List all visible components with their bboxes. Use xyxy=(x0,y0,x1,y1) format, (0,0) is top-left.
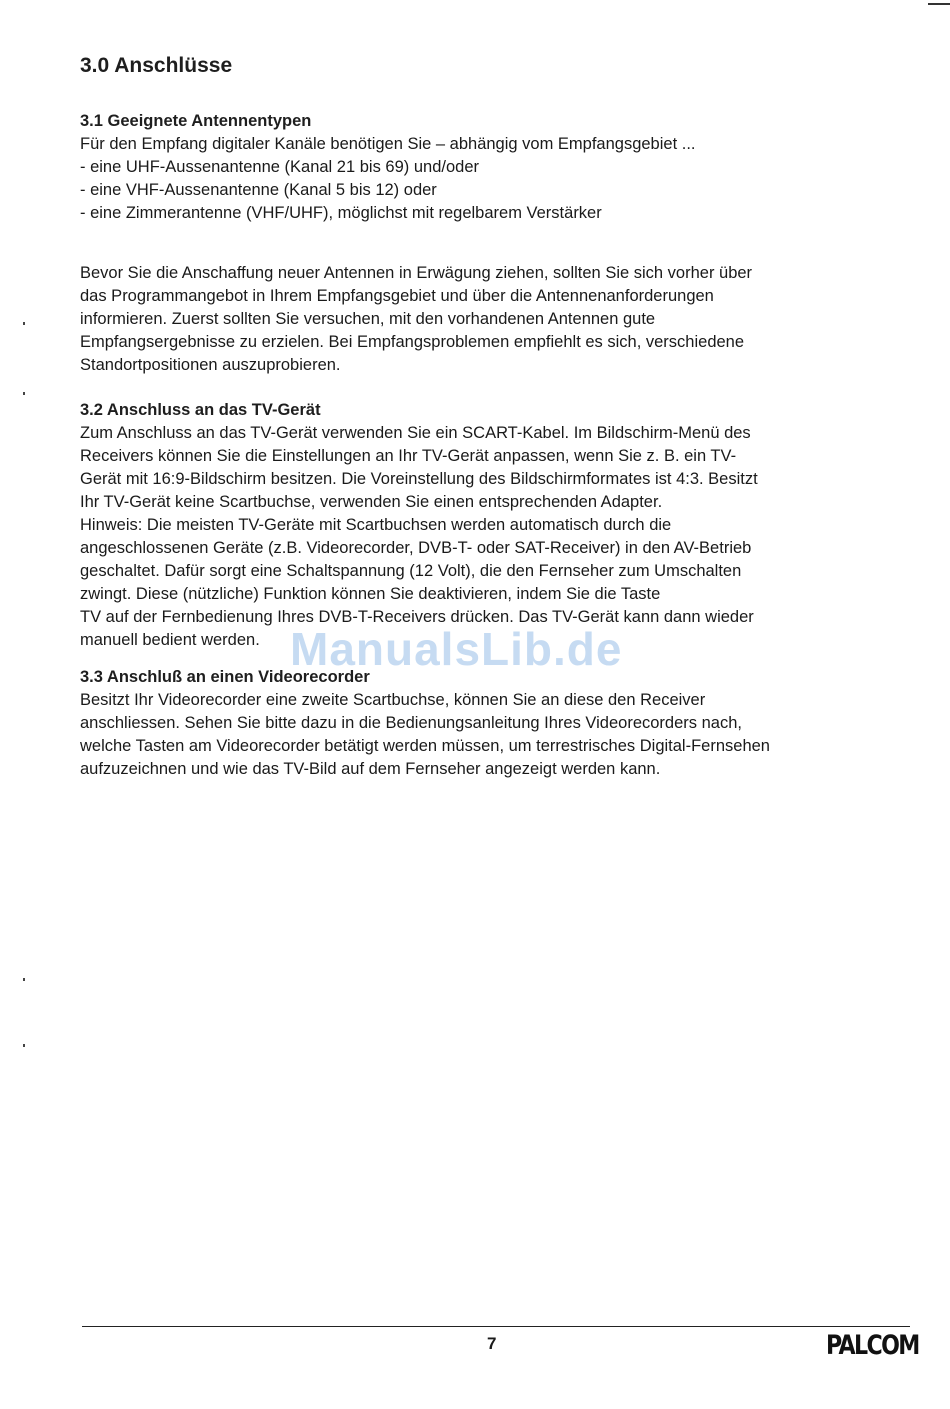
body-line: Zum Anschluss an das TV-Gerät verwenden Sie ein SCART-Kabel. Im Bildschirm-Menü des xyxy=(80,424,751,442)
watermark: ManualsLib.de xyxy=(290,623,623,675)
body-line: welche Tasten am Videorecorder betätigt werden müssen, um terrestrisches Digital-Fernsehen xyxy=(80,737,770,755)
body-line: angeschlossenen Geräte (z.B. Videorecorder, DVB-T- oder SAT-Receiver) in den AV-Betrieb xyxy=(80,539,752,557)
margin-dot xyxy=(23,978,25,981)
list-item: - eine UHF-Aussenantenne (Kanal 21 bis 69) und/oder xyxy=(80,158,479,176)
footer-divider xyxy=(82,1326,910,1327)
body-line: aufzuzeichnen und wie das TV-Bild auf dem Fernseher angezeigt werden kann. xyxy=(80,760,661,778)
list-item: - eine Zimmerantenne (VHF/UHF), möglichst mit regelbarem Verstärker xyxy=(80,204,602,222)
body-line: geschaltet. Dafür sorgt eine Schaltspannung (12 Volt), die den Fernseher zum Umschalten xyxy=(80,562,742,580)
body-line: Hinweis: Die meisten TV-Geräte mit Scartbuchsen werden automatisch durch die xyxy=(80,516,672,534)
body-line: Gerät mit 16:9-Bildschirm besitzen. Die Voreinstellung des Bildschirmformates ist 4:3. Besitzt xyxy=(80,470,758,488)
body-line: manuell bedient werden. xyxy=(80,631,260,649)
body-line: Ihr TV-Gerät keine Scartbuchse, verwenden Sie einen entsprechenden Adapter. xyxy=(80,493,663,511)
body-line: Empfangsergebnisse zu erzielen. Bei Empfangsproblemen empfiehlt es sich, verschiedene xyxy=(80,333,745,351)
body-line: Für den Empfang digitaler Kanäle benötigen Sie – abhängig vom Empfangsgebiet ... xyxy=(80,135,696,153)
body-line: das Programmangebot in Ihrem Empfangsgebiet und über die Antennenanforderungen xyxy=(80,287,714,305)
page-number: 7 xyxy=(487,1334,497,1353)
section-title: 3.0 Anschlüsse xyxy=(80,54,233,77)
body-line: Receivers können Sie die Einstellungen an Ihr TV-Gerät anpassen, wenn Sie z. B. ein TV- xyxy=(80,447,737,465)
body-line: Standortpositionen auszuprobieren. xyxy=(80,356,341,374)
body-line: Besitzt Ihr Videorecorder eine zweite Scartbuchse, können Sie an diese den Receiver xyxy=(80,691,706,709)
heading-antenna-types: 3.1 Geeignete Antennentypen xyxy=(80,112,312,130)
heading-tv-connection: 3.2 Anschluss an das TV-Gerät xyxy=(80,401,321,419)
margin-dot xyxy=(23,392,25,395)
body-line: TV auf der Fernbedienung Ihres DVB-T-Receivers drücken. Das TV-Gerät kann dann wieder xyxy=(80,608,754,626)
margin-dot xyxy=(23,1044,25,1047)
brand-logo: PALCOM xyxy=(826,1330,919,1361)
margin-dot xyxy=(23,322,25,325)
heading-vcr-connection: 3.3 Anschluß an einen Videorecorder xyxy=(80,668,370,686)
scan-corner-mark xyxy=(928,3,950,5)
body-line: zwingt. Diese (nützliche) Funktion können Sie deaktivieren, indem Sie die Taste xyxy=(80,585,661,603)
body-line: Bevor Sie die Anschaffung neuer Antennen in Erwägung ziehen, sollten Sie sich vorher über xyxy=(80,264,753,282)
body-line: anschliessen. Sehen Sie bitte dazu in die Bedienungsanleitung Ihres Videorecorders nach, xyxy=(80,714,742,732)
list-item: - eine VHF-Aussenantenne (Kanal 5 bis 12) oder xyxy=(80,181,437,199)
body-line: informieren. Zuerst sollten Sie versuchen, mit den vorhandenen Antennen gute xyxy=(80,310,656,328)
